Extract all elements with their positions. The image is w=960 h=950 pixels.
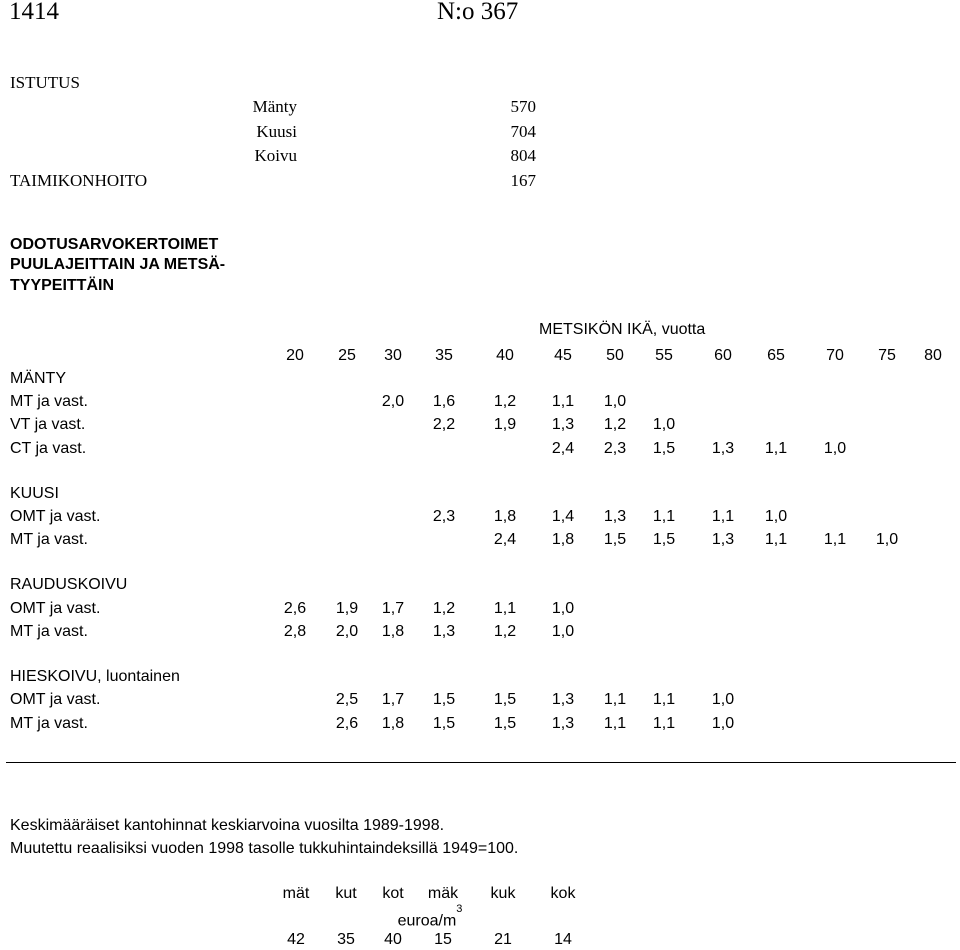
page-number: 1414: [9, 0, 59, 25]
stumpage-note-line-1: Keskimääräiset kantohinnat keskiarvoina vuosilta 1989-1998.: [10, 817, 445, 834]
coefficient-value: 1,9: [335, 599, 359, 617]
stumpage-value-4: 21: [494, 931, 512, 948]
stumpage-header-0: mät: [282, 885, 310, 902]
forest-type-label: CT ja vast.: [10, 439, 87, 457]
stumpage-value-0: 42: [287, 931, 305, 948]
coefficient-value: 1,0: [875, 531, 899, 549]
coefficient-value: 1,1: [493, 599, 517, 617]
stumpage-header-2: kot: [382, 885, 404, 902]
coefficient-value: 1,2: [432, 599, 456, 617]
forest-type-label: OMT ja vast.: [10, 599, 101, 617]
stumpage-header-3: mäk: [427, 885, 459, 902]
stumpage-header-5: kok: [550, 885, 576, 902]
age-header-30: 30: [384, 347, 402, 364]
coefficient-value: 1,0: [764, 508, 788, 526]
coefficient-value: 2,8: [283, 622, 307, 640]
age-header-45: 45: [554, 347, 572, 364]
coefficient-value: 1,2: [493, 393, 517, 411]
istutus-value-kuusi: 704: [510, 122, 536, 141]
coefficient-value: 2,6: [283, 599, 307, 617]
coefficient-value: 1,3: [603, 508, 627, 526]
document-number: N:o 367: [437, 0, 519, 25]
coefficient-value: 1,4: [551, 508, 575, 526]
coefficient-value: 1,1: [652, 691, 676, 709]
istutus-label-kuusi: Kuusi: [256, 122, 297, 141]
coefficient-value: 1,0: [823, 439, 847, 457]
istutus-value-manty: 570: [510, 97, 536, 116]
coefficient-value: 1,9: [493, 416, 517, 434]
age-header-40: 40: [496, 347, 514, 364]
coefficient-value: 1,1: [652, 508, 676, 526]
coefficient-value: 1,7: [381, 599, 405, 617]
species-heading: HIESKOIVU, luontainen: [10, 668, 180, 686]
coefficient-value: 1,8: [551, 531, 575, 549]
age-header-55: 55: [655, 347, 673, 364]
coefficient-value: 1,3: [551, 691, 575, 709]
age-header-65: 65: [767, 347, 785, 364]
forest-type-label: MT ja vast.: [10, 622, 88, 640]
coefficient-value: 1,3: [432, 622, 456, 640]
stumpage-unit: euroa/$m^3$: [397, 903, 463, 930]
coefficient-value: 2,0: [335, 622, 359, 640]
coefficient-value: 2,4: [493, 531, 517, 549]
coefficients-title-line-1: ODOTUSARVOKERTOIMET: [10, 236, 219, 253]
forest-type-label: VT ja vast.: [10, 416, 86, 434]
coefficient-value: 1,1: [764, 439, 788, 457]
coefficient-value: 1,8: [381, 622, 405, 640]
coefficients-title-line-2: PUULAJEITTAIN JA METSÄ-: [10, 256, 226, 273]
divider-line: [6, 762, 956, 763]
stumpage-value-5: 14: [554, 931, 572, 948]
coefficient-value: 1,6: [432, 393, 456, 411]
coefficient-value: 1,1: [652, 714, 676, 732]
coefficient-value: 2,5: [335, 691, 359, 709]
taimikonhoito-value: 167: [510, 171, 536, 190]
istutus-label-koivu: Koivu: [254, 146, 297, 165]
stumpage-value-1: 35: [337, 931, 355, 948]
coefficient-value: 1,0: [711, 714, 735, 732]
forest-type-label: MT ja vast.: [10, 531, 88, 549]
stumpage-header-4: kuk: [490, 885, 516, 902]
forest-type-label: MT ja vast.: [10, 393, 88, 411]
coefficient-value: 1,8: [381, 714, 405, 732]
coefficient-value: 1,0: [652, 416, 676, 434]
species-heading: MÄNTY: [10, 370, 66, 387]
coefficient-value: 1,1: [764, 531, 788, 549]
coefficient-value: 1,3: [711, 531, 735, 549]
coefficient-value: 1,0: [551, 622, 575, 640]
istutus-title: ISTUTUS: [10, 73, 80, 92]
taimikonhoito-label: TAIMIKONHOITO: [10, 171, 148, 190]
coefficient-value: 1,1: [551, 393, 575, 411]
coefficient-value: 1,5: [432, 691, 456, 709]
coefficient-value: 1,0: [551, 599, 575, 617]
age-header-20: 20: [286, 347, 304, 364]
coefficient-value: 1,3: [711, 439, 735, 457]
stumpage-header-1: kut: [335, 885, 357, 902]
coefficient-value: 1,2: [493, 622, 517, 640]
istutus-label-manty: Mänty: [252, 97, 297, 116]
coefficient-value: 1,5: [603, 531, 627, 549]
coefficient-value: 1,5: [493, 714, 517, 732]
age-header-70: 70: [826, 347, 844, 364]
species-heading: KUUSI: [10, 484, 59, 502]
coefficient-value: 2,3: [432, 508, 456, 526]
coefficient-value: 1,5: [652, 439, 676, 457]
age-header-50: 50: [606, 347, 624, 364]
stumpage-note-line-2: Muutettu reaalisiksi vuoden 1998 tasolle tukkuhintaindeksillä 1949=100.: [10, 840, 519, 857]
coefficient-value: 1,7: [381, 691, 405, 709]
age-header-75: 75: [878, 347, 896, 364]
coefficients-title-line-3: TYYPEITTÄIN: [10, 277, 115, 294]
coefficient-value: 1,0: [711, 691, 735, 709]
age-header-80: 80: [924, 347, 942, 364]
forest-type-label: OMT ja vast.: [10, 691, 101, 709]
coefficient-value: 1,1: [823, 531, 847, 549]
coefficient-value: 1,0: [603, 393, 627, 411]
coefficient-value: 2,3: [603, 439, 627, 457]
age-header-25: 25: [338, 347, 356, 364]
coefficient-value: 1,1: [603, 691, 627, 709]
stumpage-value-3: 15: [434, 931, 452, 948]
species-heading: RAUDUSKOIVU: [10, 576, 128, 594]
coefficient-value: 1,5: [432, 714, 456, 732]
age-header-60: 60: [714, 347, 732, 364]
coefficient-value: 1,2: [603, 416, 627, 434]
forest-type-label: OMT ja vast.: [10, 508, 101, 526]
coefficient-value: 1,1: [603, 714, 627, 732]
coefficient-value: 2,2: [432, 416, 456, 434]
coefficient-value: 1,1: [711, 508, 735, 526]
coefficient-value: 1,8: [493, 508, 517, 526]
forest-type-label: MT ja vast.: [10, 714, 88, 732]
coefficient-value: 1,5: [652, 531, 676, 549]
age-heading: METSIKÖN IKÄ, vuotta: [539, 321, 706, 338]
coefficient-value: 2,6: [335, 714, 359, 732]
coefficient-value: 2,0: [381, 393, 405, 411]
coefficient-value: 1,3: [551, 714, 575, 732]
stumpage-value-2: 40: [384, 931, 402, 948]
coefficient-value: 1,5: [493, 691, 517, 709]
age-header-35: 35: [435, 347, 453, 364]
coefficient-value: 2,4: [551, 439, 575, 457]
coefficient-value: 1,3: [551, 416, 575, 434]
istutus-value-koivu: 804: [510, 146, 536, 165]
